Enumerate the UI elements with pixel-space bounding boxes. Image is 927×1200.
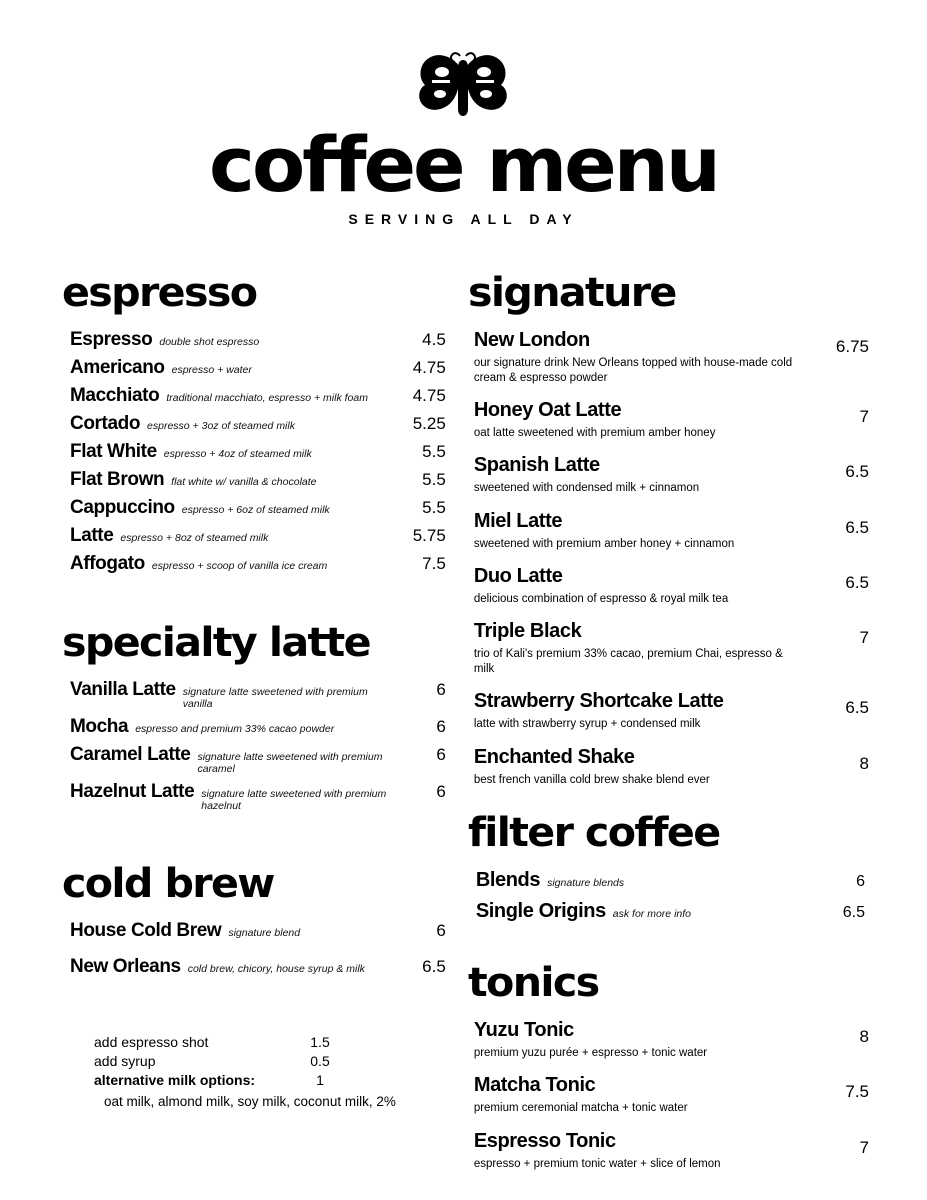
addons-block bbox=[62, 1034, 450, 1109]
menu-item bbox=[468, 510, 869, 551]
item-desc: signature blends bbox=[547, 876, 625, 889]
menu-item bbox=[62, 781, 450, 812]
butterfly-icon bbox=[0, 52, 927, 123]
item-name: Blends bbox=[475, 868, 541, 891]
item-name: New London bbox=[473, 329, 590, 352]
item-desc: espresso + 6oz of steamed milk bbox=[181, 504, 330, 517]
menu-item bbox=[468, 746, 869, 787]
section-specialty-latte bbox=[62, 620, 450, 812]
addon-price: 1.5 bbox=[310, 1034, 330, 1051]
menu-item bbox=[62, 553, 450, 575]
menu-item bbox=[62, 920, 450, 942]
item-name: Flat Brown bbox=[70, 469, 165, 491]
menu-item bbox=[62, 413, 450, 435]
addon-label: add syrup bbox=[94, 1053, 156, 1070]
item-price: 4.75 bbox=[412, 386, 446, 406]
item-name: Caramel Latte bbox=[70, 744, 191, 766]
section-tonics bbox=[467, 959, 869, 1171]
addon-price: 1 bbox=[316, 1072, 324, 1089]
menu-item bbox=[62, 716, 450, 738]
item-desc: best french vanilla cold brew shake blend ever bbox=[473, 773, 710, 786]
item-name: Duo Latte bbox=[473, 565, 563, 588]
item-desc: sweetened with condensed milk + cinnamon bbox=[473, 482, 700, 495]
item-desc: signature latte sweetened with premium vanilla bbox=[182, 686, 368, 710]
menu-item bbox=[468, 690, 869, 731]
item-price: 7.5 bbox=[845, 1082, 869, 1102]
item-desc: espresso + premium tonic water + slice of lemon bbox=[473, 1157, 721, 1170]
menu-item bbox=[62, 956, 450, 978]
item-desc: cold brew, chicory, house syrup & milk bbox=[187, 963, 365, 976]
menu-item bbox=[468, 454, 869, 495]
item-name: Matcha Tonic bbox=[473, 1074, 596, 1097]
section-espresso bbox=[62, 270, 450, 575]
item-desc: sweetened with premium amber honey + cinnamon bbox=[473, 537, 735, 550]
menu-header bbox=[0, 0, 927, 227]
section-title-espresso: espresso bbox=[62, 270, 257, 317]
item-desc: espresso and premium 33% cacao powder bbox=[135, 723, 335, 736]
item-name: Triple Black bbox=[473, 620, 582, 643]
item-name: Espresso Tonic bbox=[473, 1129, 616, 1152]
item-price: 8 bbox=[859, 753, 869, 773]
item-name: Hazelnut Latte bbox=[70, 781, 195, 803]
item-price: 7 bbox=[859, 628, 869, 648]
right-column bbox=[467, 270, 869, 1185]
item-desc: trio of Kali's premium 33% cacao, premium Chai, espresso & milk bbox=[473, 648, 783, 675]
section-title-cold-brew: cold brew bbox=[62, 861, 274, 908]
item-price: 5.5 bbox=[422, 470, 446, 490]
menu-item bbox=[62, 329, 450, 351]
item-name: Affogato bbox=[70, 553, 145, 575]
item-name: Yuzu Tonic bbox=[473, 1018, 574, 1041]
addon-note: oat milk, almond milk, soy milk, coconut milk, 2% bbox=[104, 1094, 396, 1110]
menu-item bbox=[468, 1130, 869, 1171]
section-cold-brew bbox=[62, 861, 450, 978]
item-desc: espresso + 3oz of steamed milk bbox=[147, 420, 295, 433]
addon-label: alternative milk options: bbox=[94, 1072, 256, 1089]
item-name: Cortado bbox=[70, 413, 141, 435]
item-price: 6.5 bbox=[845, 573, 869, 593]
item-name: Honey Oat Latte bbox=[473, 398, 622, 421]
section-title-tonics: tonics bbox=[467, 959, 599, 1006]
menu-item bbox=[468, 1019, 869, 1060]
menu-item bbox=[468, 869, 869, 892]
menu-item bbox=[62, 525, 450, 547]
menu-columns bbox=[0, 227, 927, 1185]
item-name: Mocha bbox=[70, 716, 129, 738]
item-desc: oat latte sweetened with premium amber honey bbox=[473, 426, 716, 439]
item-price: 5.5 bbox=[422, 442, 446, 462]
item-price: 6.5 bbox=[845, 517, 869, 537]
item-price: 6.5 bbox=[842, 903, 865, 921]
item-price: 7.5 bbox=[422, 554, 446, 574]
item-name: Latte bbox=[70, 525, 114, 547]
item-name: Vanilla Latte bbox=[70, 679, 176, 701]
page-subtitle: SERVING ALL DAY bbox=[348, 211, 579, 228]
item-name: Americano bbox=[70, 357, 165, 379]
item-price: 5.25 bbox=[412, 414, 446, 434]
item-desc: espresso + water bbox=[171, 364, 252, 377]
menu-item bbox=[468, 1074, 869, 1115]
item-price: 6.5 bbox=[845, 462, 869, 482]
item-price: 6 bbox=[856, 872, 865, 890]
item-price: 4.75 bbox=[412, 358, 446, 378]
item-desc: ask for more info bbox=[612, 907, 691, 920]
menu-item bbox=[468, 620, 869, 676]
addon-row bbox=[94, 1034, 450, 1050]
section-signature bbox=[467, 270, 869, 787]
item-desc: latte with strawberry syrup + condensed milk bbox=[473, 718, 701, 731]
menu-item bbox=[62, 385, 450, 407]
item-desc: espresso + 4oz of steamed milk bbox=[163, 448, 312, 461]
addon-price: 0.5 bbox=[310, 1053, 330, 1070]
item-name: New Orleans bbox=[70, 956, 181, 978]
item-desc: premium yuzu purée + espresso + tonic water bbox=[473, 1046, 708, 1059]
item-name: Macchiato bbox=[70, 385, 160, 407]
addon-label: add espresso shot bbox=[94, 1034, 209, 1051]
item-name: Spanish Latte bbox=[473, 454, 600, 477]
section-filter-coffee bbox=[467, 809, 869, 923]
menu-item bbox=[62, 679, 450, 710]
item-price: 5.5 bbox=[422, 498, 446, 518]
item-name: Single Origins bbox=[475, 899, 606, 922]
section-title-specialty-latte: specialty latte bbox=[62, 620, 370, 667]
item-price: 7 bbox=[859, 406, 869, 426]
menu-item bbox=[62, 469, 450, 491]
menu-item bbox=[468, 399, 869, 440]
menu-item bbox=[62, 357, 450, 379]
item-desc: signature blend bbox=[228, 927, 301, 940]
menu-item bbox=[468, 900, 869, 923]
menu-item bbox=[62, 441, 450, 463]
menu-item bbox=[62, 744, 450, 775]
addon-row bbox=[94, 1072, 450, 1088]
item-price: 6 bbox=[436, 680, 446, 700]
item-desc: signature latte sweetened with premium caramel bbox=[197, 751, 383, 775]
item-desc: our signature drink New Orleans topped with house-made cold cream & espresso powder bbox=[473, 357, 793, 384]
item-price: 6.75 bbox=[835, 337, 869, 357]
item-desc: espresso + 8oz of steamed milk bbox=[120, 532, 269, 545]
left-column bbox=[62, 270, 450, 1185]
item-desc: signature latte sweetened with premium hazelnut bbox=[201, 788, 387, 812]
item-name: House Cold Brew bbox=[70, 920, 222, 942]
item-price: 6 bbox=[436, 717, 446, 737]
item-name: Cappuccino bbox=[70, 497, 175, 519]
item-desc: flat white w/ vanilla & chocolate bbox=[171, 476, 317, 489]
item-name: Flat White bbox=[70, 441, 157, 463]
item-price: 7 bbox=[859, 1137, 869, 1157]
item-desc: premium ceremonial matcha + tonic water bbox=[473, 1102, 688, 1115]
menu-item bbox=[468, 565, 869, 606]
item-name: Enchanted Shake bbox=[473, 745, 635, 768]
item-desc: espresso + scoop of vanilla ice cream bbox=[151, 560, 328, 573]
page-title: coffee menu bbox=[209, 120, 718, 209]
addon-row bbox=[94, 1053, 450, 1069]
item-price: 4.5 bbox=[422, 330, 446, 350]
item-price: 6.5 bbox=[845, 698, 869, 718]
item-desc: traditional macchiato, espresso + milk foam bbox=[166, 392, 368, 405]
item-price: 8 bbox=[859, 1026, 869, 1046]
item-desc: double shot espresso bbox=[159, 336, 260, 349]
menu-item bbox=[468, 329, 869, 385]
item-desc: delicious combination of espresso & royal milk tea bbox=[473, 593, 729, 606]
item-name: Miel Latte bbox=[473, 509, 563, 532]
item-price: 5.75 bbox=[412, 526, 446, 546]
item-price: 6.5 bbox=[422, 957, 446, 977]
menu-item bbox=[62, 497, 450, 519]
item-price: 6 bbox=[436, 921, 446, 941]
item-name: Espresso bbox=[70, 329, 153, 351]
item-name: Strawberry Shortcake Latte bbox=[473, 690, 724, 713]
item-price: 6 bbox=[436, 745, 446, 765]
section-title-signature: signature bbox=[467, 270, 676, 317]
section-title-filter-coffee: filter coffee bbox=[467, 809, 720, 856]
item-price: 6 bbox=[436, 782, 446, 802]
